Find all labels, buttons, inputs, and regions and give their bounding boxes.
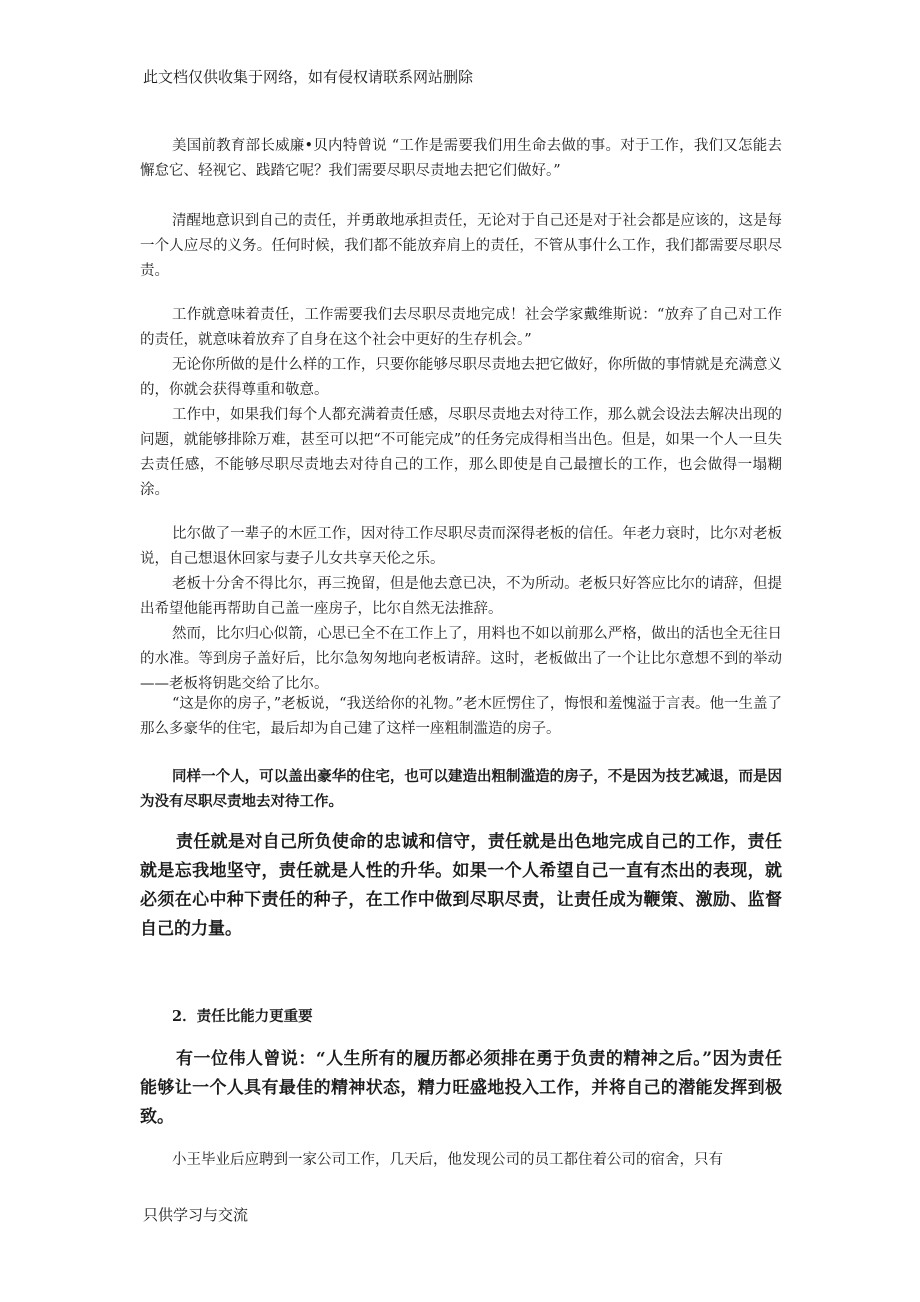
paragraph-1: 美国前教育部长威廉•贝内特曾说 “工作是需要我们用生命去做的事。对于工作，我们又怎能去懈怠它、轻视它、践踏它呢？我们需要尽职尽责地去把它们做好。”	[140, 138, 782, 179]
paragraph-6: 比尔做了一辈子的木匠工作，因对待工作尽职尽责而深得老板的信任。年老力衰时，比尔对老板说，自己想退休回家与妻子儿女共享天伦之乐。	[140, 526, 782, 567]
paragraph-10: 同样一个人，可以盖出豪华的住宅，也可以建造出粗制滥造的房子，不是因为技艺减退，而是因为没有尽职尽责地去对待工作。	[140, 768, 782, 810]
paragraph-2: 清醒地意识到自己的责任，并勇敢地承担责任，无论对于自己还是对于社会都是应该的，这是每一个人应尽的义务。任何时候，我们都不能放弃肩上的责任，不管从事什么工作，我们都需要尽职尽责。	[140, 213, 782, 279]
page-footer: 只供学习与交流	[143, 1206, 249, 1224]
paragraph-7: 老板十分舍不得比尔，再三挽留，但是他去意已决，不为所动。老板只好答应比尔的请辞，但提出希望他能再帮助自己盖一座房子，比尔自然无法推辞。	[140, 576, 782, 617]
paragraph-5: 工作中，如果我们每个人都充满着责任感，尽职尽责地去对待工作，那么就会设法去解决出现的问题，就能够排除万难，甚至可以把“不可能完成”的任务完成得相当出色。但是，如果一个人一旦失去责任感，不能够尽职尽责地去对待自己的工作，那么即使是自己最擅长的工作，也会做得一塌糊涂。	[140, 407, 782, 498]
paragraph-12: 有一位伟人曾说：“人生所有的履历都必须排在勇于负责的精神之后。”因为责任能够让一个人具有最佳的精神状态，精力旺盛地投入工作，并将自己的潜能发挥到极致。	[140, 1049, 782, 1127]
paragraph-4: 无论你所做的是什么样的工作，只要你能够尽职尽责地去把它做好，你所做的事情就是充满意义的，你就会获得尊重和敬意。	[140, 357, 782, 398]
paragraph-11: 责任就是对自己所负使命的忠诚和信守，责任就是出色地完成自己的工作，责任就是忘我地坚守，责任就是人性的升华。如果一个人希望自己一直有杰出的表现，就必须在心中种下责任的种子，在工作中做到尽职尽责，让责任成为鞭策、激励、监督自己的力量。	[140, 832, 782, 939]
page-header: 此文档仅供收集于网络，如有侵权请联系网站删除	[143, 68, 474, 86]
paragraph-9: “这是你的房子，”老板说，“我送给你的礼物。”老木匠愣住了，悔恨和羞愧溢于言表。他一生盖了那么多豪华的住宅，最后却为自己建了这样一座粗制滥造的房子。	[140, 696, 782, 737]
paragraph-8: 然而，比尔归心似箭，心思已全不在工作上了，用料也不如以前那么严格，做出的活也全无往日的水准。等到房子盖好后，比尔急匆匆地向老板请辞。这时，老板做出了一个让比尔意想不到的举动——老板将钥匙交给了比尔。	[140, 626, 782, 692]
paragraph-13: 小王毕业后应聘到一家公司工作，几天后，他发现公司的员工都住着公司的宿舍，只有	[172, 1152, 723, 1168]
paragraph-3: 工作就意味着责任，工作需要我们去尽职尽责地完成！社会学家戴维斯说：“放弃了自己对工作的责任，就意味着放弃了自身在这个社会中更好的生存机会。”	[140, 307, 782, 348]
section-heading: 2．责任比能力更重要	[172, 1008, 313, 1025]
